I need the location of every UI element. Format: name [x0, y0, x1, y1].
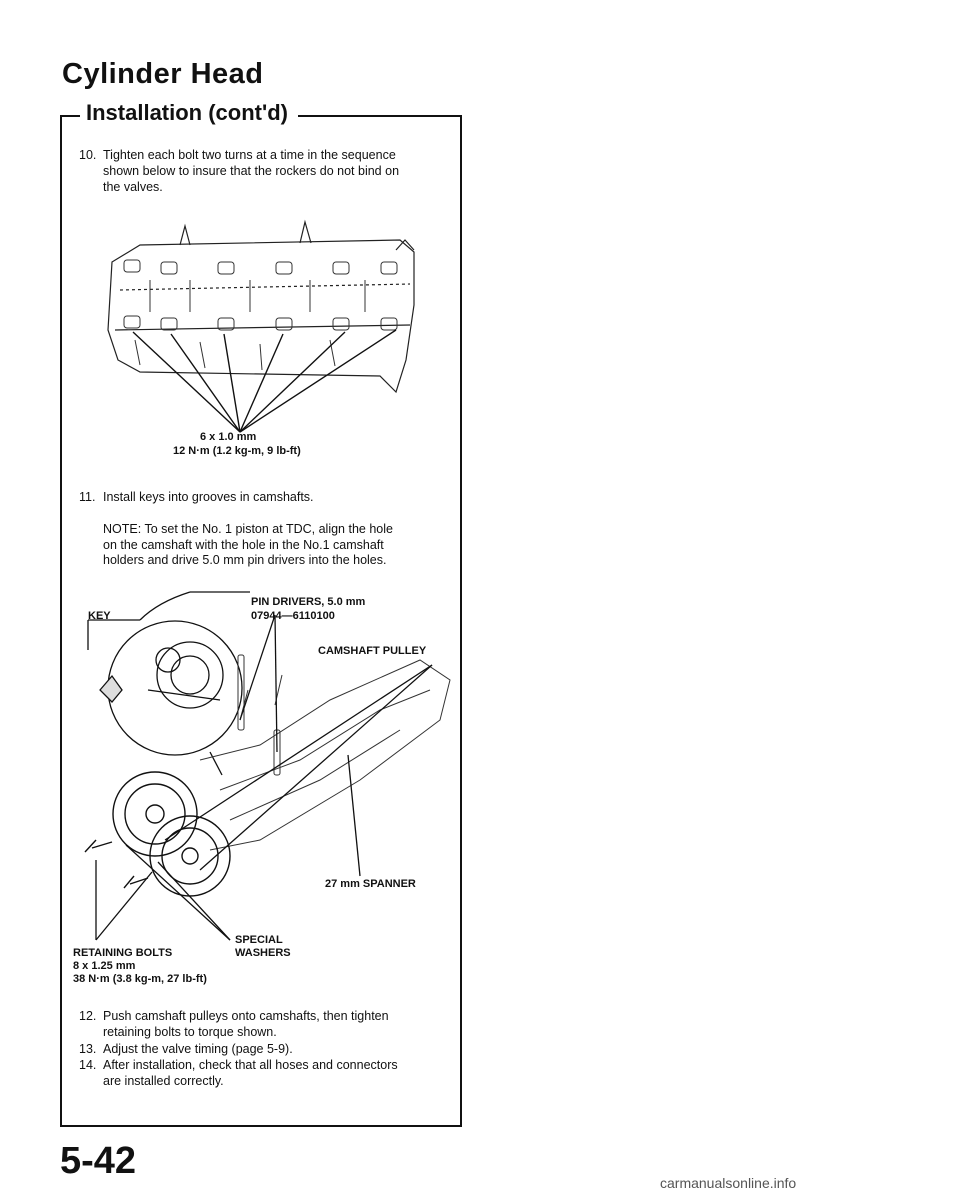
step-text: Install keys into grooves in camshafts.	[103, 490, 314, 504]
step-text: Adjust the valve timing (page 5-9).	[103, 1042, 293, 1056]
retaining-bolts-label: RETAINING BOLTS	[73, 947, 173, 959]
retaining-bolts-size: 8 x 1.25 mm	[73, 960, 136, 972]
page-number: 5-42	[60, 1140, 137, 1182]
step-text	[103, 1057, 398, 1089]
step-line: shown below to insure that the rockers do not bind on	[103, 164, 400, 178]
step-line: Push camshaft pulleys onto camshafts, then tighten	[103, 1009, 389, 1023]
step-line: retaining bolts to torque shown.	[103, 1025, 277, 1039]
spanner-label: 27 mm SPANNER	[325, 878, 416, 890]
note-line: holders and drive 5.0 mm pin drivers into the holes.	[103, 553, 387, 567]
step-text	[103, 1008, 389, 1040]
special-washers-label: SPECIAL	[235, 934, 283, 946]
camshaft-pulley-label: CAMSHAFT PULLEY	[318, 645, 427, 657]
step-number: 14.	[79, 1058, 97, 1072]
step-number: 12.	[79, 1009, 97, 1023]
step-line: After installation, check that all hoses and connectors	[103, 1058, 398, 1072]
retaining-bolts-torque: 38 N·m (3.8 kg-m, 27 lb-ft)	[73, 973, 207, 985]
pin-drivers-part-number: 07944—6110100	[251, 610, 335, 622]
section-subtitle: Installation (cont'd)	[86, 100, 288, 125]
note-line: on the camshaft with the hole in the No.1 camshaft	[103, 537, 384, 552]
bolt-torque-label: 12 N·m (1.2 kg-m, 9 lb-ft)	[173, 445, 301, 457]
pin-drivers-label: PIN DRIVERS, 5.0 mm	[251, 596, 366, 608]
special-washers-label: WASHERS	[235, 947, 291, 959]
note-line: NOTE: To set the No. 1 piston at TDC, align the hole	[103, 522, 393, 536]
step-line: the valves.	[103, 180, 163, 194]
key-label: KEY	[88, 610, 111, 622]
step-number: 10.	[79, 148, 97, 162]
step-number: 11.	[79, 490, 96, 504]
bolt-size-label: 6 x 1.0 mm	[200, 431, 257, 443]
step-line: are installed correctly.	[103, 1074, 224, 1088]
step-number: 13.	[79, 1042, 97, 1056]
step-line: Tighten each bolt two turns at a time in the sequence	[103, 148, 396, 162]
page-title: Cylinder Head	[62, 58, 264, 90]
watermark: carmanualsonline.info	[660, 1175, 797, 1191]
